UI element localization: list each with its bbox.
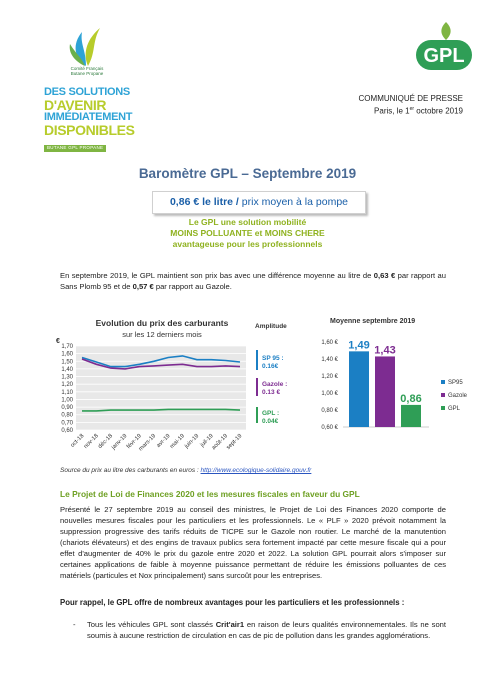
y-tick-label: 0,90 bbox=[61, 405, 73, 412]
page-title: Baromètre GPL – Septembre 2019 bbox=[138, 166, 357, 181]
x-tick-label: mars-19 bbox=[137, 433, 158, 453]
x-tick-label: déc-18 bbox=[97, 433, 115, 450]
bar-value-label: 1,43 bbox=[374, 344, 396, 357]
cfbp-logo-caption: Comité Français Butane Propane bbox=[70, 66, 104, 76]
slogan: DES SOLUTIONS D'AVENIR IMMÉDIATEMENT DISPONIBLES BUTANE GPL PROPANE bbox=[44, 86, 135, 150]
y-tick-label: 1,40 € bbox=[321, 357, 338, 363]
y-tick-label: 0,60 bbox=[61, 428, 73, 434]
y-tick-label: 1,70 bbox=[61, 344, 73, 350]
line-chart-title: Evolution du prix des carburants bbox=[95, 318, 229, 328]
line-chart bbox=[48, 336, 253, 456]
amplitude-label: Amplitude bbox=[255, 323, 287, 330]
x-tick-label: mai-19 bbox=[169, 433, 186, 450]
y-tick-label: 1,20 € bbox=[321, 374, 338, 380]
y-tick-label: 1,50 bbox=[61, 359, 73, 366]
amplitude-gazole: Gazole : 0.13 € bbox=[262, 381, 288, 396]
y-axis-label: € bbox=[56, 338, 60, 345]
communique-label: COMMUNIQUÉ DE PRESSE bbox=[358, 94, 463, 103]
price-caption: prix moyen à la pompe bbox=[241, 196, 349, 208]
amplitude-gpl: GPL : 0.04€ bbox=[262, 410, 280, 425]
amplitude-gazole-marker bbox=[256, 378, 258, 396]
press-release-header bbox=[359, 94, 463, 117]
y-tick-label: 0,80 € bbox=[321, 408, 338, 414]
bar bbox=[375, 356, 395, 427]
y-tick-label: 1,40 bbox=[61, 366, 73, 373]
amplitude-gpl-marker bbox=[256, 407, 258, 423]
legend-entry: SP95 bbox=[448, 380, 463, 386]
x-tick-label: oct-18 bbox=[69, 433, 86, 449]
x-tick-label: avr-19 bbox=[155, 433, 172, 450]
plf-paragraph: Présenté le 27 septembre 2019 au conseil des ministres, le Projet de Loi des Finances 2020 comporte de nouvelles mesures fiscales pour les particuliers et les professionnels. Le « PLF » 2020 prévoit notamment la suppression progressive des tarifs réduits de TICPE sur le Gazole non routier. Le marché de la manutention (chariots élévateurs) et des engins de travaux publics sera fortement impacté par cette mesure fiscale qui a pour effet d'augmenter de 40% le prix du gazole entre 2020 et 2022. La solution GPL pourrait alors s'imposer sur certaines applications de faible à moyenne puissance permettant de réduire les émissions polluantes de ces matériels (particules et Nox principalement) sans surcoût pour les entreprises. bbox=[60, 505, 446, 580]
amplitude-sp95-marker bbox=[256, 350, 258, 370]
tagline: Le GPL une solution mobilité MOINS POLLUANTE et MOINS CHERE avantageuse pour les professionnels bbox=[170, 217, 325, 249]
legend-entry: GPL bbox=[448, 406, 461, 412]
section-title: Le Projet de Loi de Finances 2020 et les mesures fiscales en faveur du GPL bbox=[60, 489, 360, 499]
bar-chart-title: Moyenne septembre 2019 bbox=[330, 318, 416, 325]
x-tick-label: janv-19 bbox=[110, 433, 129, 451]
gpl-logo bbox=[412, 20, 476, 74]
x-tick-label: sept-19 bbox=[225, 433, 244, 452]
bar-value-label: 0,86 bbox=[400, 392, 422, 405]
legend-swatch bbox=[441, 393, 445, 397]
y-tick-label: 1,60 € bbox=[321, 340, 338, 346]
legend-swatch bbox=[441, 380, 445, 384]
y-tick-label: 1,20 bbox=[61, 382, 73, 389]
price-box: 0,86 € le litre / prix moyen à la pompe bbox=[152, 191, 366, 214]
source-note: Source du prix au litre des carburants en euros : http://www.ecologique-solidaire.gouv.fr bbox=[60, 467, 312, 474]
y-tick-label: 1,30 bbox=[61, 374, 73, 381]
y-tick-label: 1,00 bbox=[61, 397, 73, 404]
x-tick-label: août-19 bbox=[210, 433, 230, 452]
bar bbox=[349, 351, 369, 427]
bar bbox=[401, 405, 421, 427]
source-link[interactable]: http://www.ecologique-solidaire.gouv.fr bbox=[200, 467, 312, 474]
x-tick-label: juin-19 bbox=[183, 433, 201, 450]
x-tick-label: juil-19 bbox=[199, 433, 215, 449]
list-item: - Tous les véhicules GPL sont classés Crit'air1 en raison de leurs qualités environnementales. Ils ne sont soumis à aucune restriction de circulation en cas de pic de pollution dans les grandes agglomérations. bbox=[73, 620, 446, 640]
intro-paragraph: En septembre 2019, le GPL maintient son prix bas avec une différence moyenne au litre de 0,63 € par rapport au Sans Plomb 95 et de 0,57 € par rapport au Gazole. bbox=[60, 271, 446, 291]
bar-chart bbox=[305, 330, 495, 445]
amplitude-sp95: SP 95 : 0.16€ bbox=[262, 355, 284, 370]
line-chart-subtitle: sur les 12 derniers mois bbox=[122, 330, 202, 339]
y-tick-label: 0,80 bbox=[61, 412, 73, 419]
legend-swatch bbox=[441, 406, 445, 410]
y-tick-label: 0,60 € bbox=[321, 425, 338, 431]
y-tick-label: 1,00 € bbox=[321, 391, 338, 397]
press-date: Paris, le 1er octobre 2019 bbox=[374, 106, 463, 116]
bar-value-label: 1,49 bbox=[348, 339, 370, 352]
y-tick-label: 0,70 bbox=[61, 420, 73, 427]
legend-entry: Gazole bbox=[448, 393, 468, 399]
y-tick-label: 1,60 bbox=[61, 351, 73, 358]
svg-text:GPL: GPL bbox=[423, 45, 465, 67]
x-tick-label: nov-18 bbox=[82, 433, 100, 450]
rappel-heading: Pour rappel, le GPL offre de nombreux avantages pour les particuliers et les professionnels : bbox=[60, 598, 405, 607]
price-value: 0,86 € le litre bbox=[169, 196, 234, 208]
y-tick-label: 1,10 bbox=[61, 389, 73, 396]
x-tick-label: févr-19 bbox=[125, 433, 143, 451]
